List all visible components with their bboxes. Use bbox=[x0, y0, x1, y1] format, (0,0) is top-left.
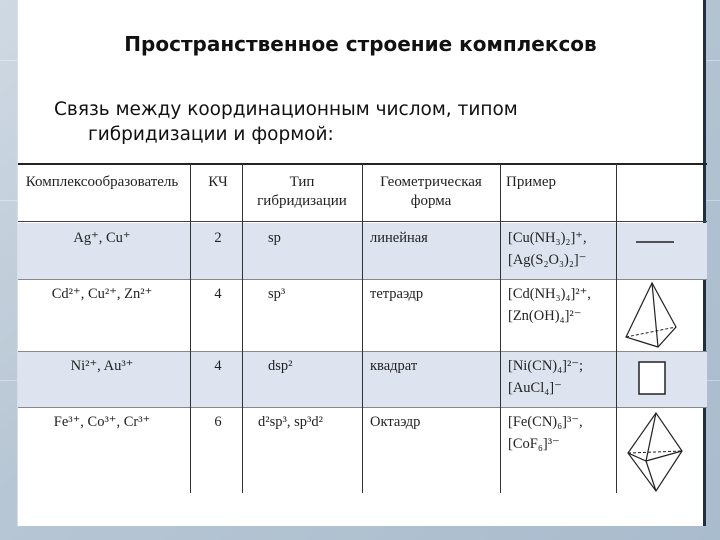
header-geom-line2: форма bbox=[410, 193, 452, 209]
row2-hybridization: sp³ bbox=[268, 286, 286, 302]
header-cn: КЧ bbox=[208, 174, 228, 190]
header-former: Комплексообразователь bbox=[25, 174, 179, 190]
square-icon bbox=[638, 361, 668, 397]
subtitle-line-1: Связь между координационным числом, типом bbox=[54, 99, 518, 120]
row4-example bbox=[508, 411, 616, 455]
complex-table bbox=[18, 163, 707, 493]
column-divider-2 bbox=[242, 163, 243, 493]
row3-cn: 4 bbox=[214, 358, 222, 374]
row2-cn: 4 bbox=[214, 286, 222, 302]
row1-former: Ag⁺, Cu⁺ bbox=[73, 230, 131, 246]
header-hyb-line2: гибридизации bbox=[257, 193, 347, 209]
header-geometry bbox=[366, 173, 496, 211]
row3-former: Ni²⁺, Au³⁺ bbox=[70, 358, 134, 374]
slide bbox=[17, 0, 706, 526]
row1-cn: 2 bbox=[214, 230, 222, 246]
row3-hybridization: dsp² bbox=[268, 358, 293, 374]
row2-example-line2: [Zn(OH)₄]²⁻ bbox=[508, 308, 582, 324]
header-geom-line1: Геометрическая bbox=[380, 174, 482, 190]
row2-example bbox=[508, 283, 616, 327]
subtitle-line-2: гибридизации и формой: bbox=[88, 124, 334, 145]
column-divider-5 bbox=[616, 163, 617, 493]
row2-former: Cd²⁺, Cu²⁺, Zn²⁺ bbox=[51, 286, 153, 302]
row3-example-line2: [AuCl₄]⁻ bbox=[508, 380, 562, 396]
row3-example bbox=[508, 355, 616, 399]
column-divider-3 bbox=[362, 163, 363, 493]
row2-geometry: тетраэдр bbox=[370, 286, 424, 302]
column-divider-1 bbox=[190, 163, 191, 493]
row4-cn: 6 bbox=[214, 414, 222, 430]
row4-former: Fe³⁺, Co³⁺, Cr³⁺ bbox=[53, 414, 151, 430]
row3-geometry: квадрат bbox=[370, 358, 418, 374]
row1-geometry: линейная bbox=[370, 230, 428, 246]
row1-example-line1: [Cu(NH₃)₂]⁺, bbox=[508, 230, 587, 246]
slide-subtitle bbox=[54, 97, 614, 147]
row4-example-line1: [Fe(CN)₆]³⁻, bbox=[508, 414, 583, 430]
row1-example-line2: [Ag(S₂O₃)₂]⁻ bbox=[508, 252, 587, 268]
row1-hybridization: sp bbox=[268, 230, 281, 246]
slide-title: Пространственное строение комплексов bbox=[124, 32, 597, 56]
linear-shape-icon bbox=[636, 237, 676, 247]
header-hyb-line1: Тип bbox=[289, 174, 315, 190]
octahedron-icon bbox=[624, 411, 686, 493]
row4-geometry: Октаэдр bbox=[370, 414, 421, 430]
row4-hybridization: d²sp³, sp³d² bbox=[258, 414, 323, 430]
header-hybridization bbox=[246, 173, 358, 211]
row3-example-line1: [Ni(CN)₄]²⁻; bbox=[508, 358, 584, 374]
row1-example bbox=[508, 227, 616, 271]
tetrahedron-icon bbox=[622, 281, 680, 349]
row4-example-line2: [CoF₆]³⁻ bbox=[508, 436, 560, 452]
column-divider-4 bbox=[500, 163, 501, 493]
header-example: Пример bbox=[506, 174, 557, 190]
row2-example-line1: [Cd(NH₃)₄]²⁺, bbox=[508, 286, 591, 302]
